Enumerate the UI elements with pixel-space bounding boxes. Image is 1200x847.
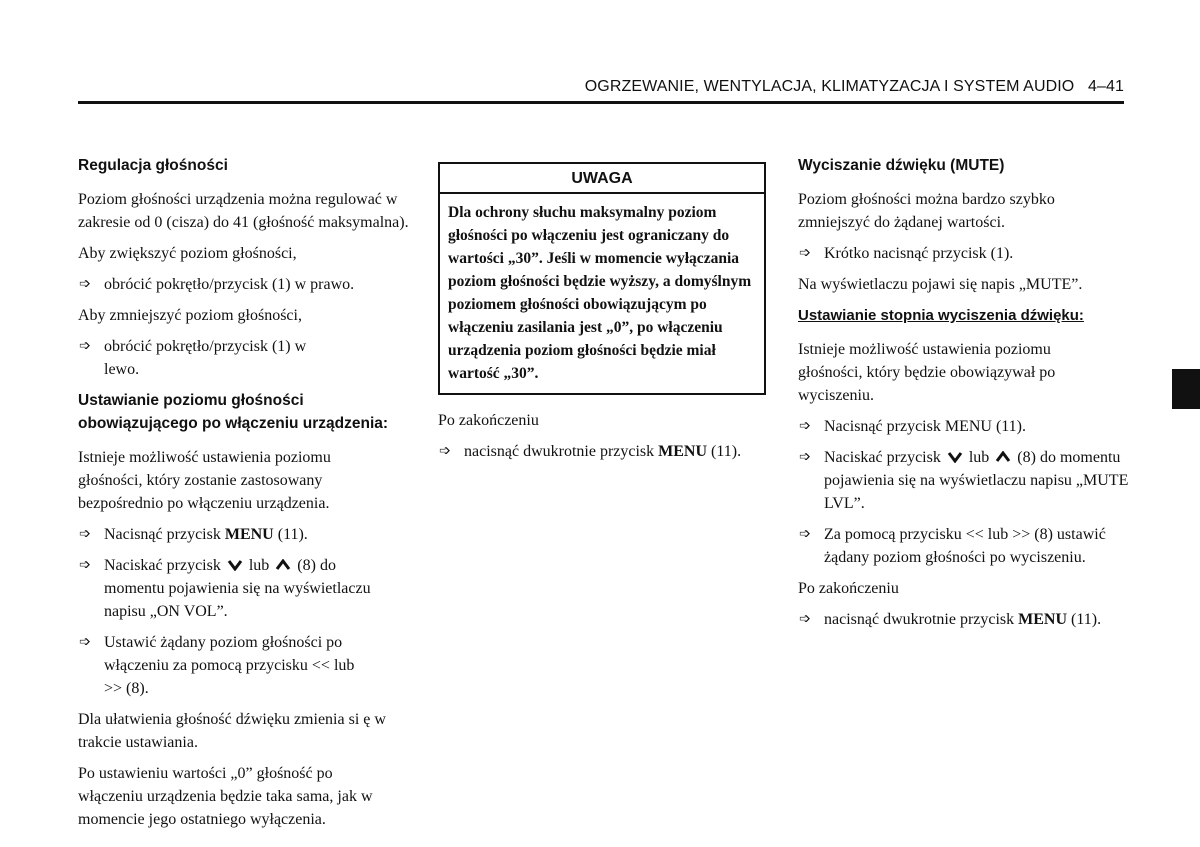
list-item-text: Ustawić żądany poziom głośności po włączeniu za pomocą przycisku << lub >> (8). [104,634,355,697]
list-item [78,273,418,296]
paragraph: Po zakończeniu [798,580,899,597]
right-arrow-icon: ➩ [799,611,811,627]
list-item-text: Krótko nacisnąć przycisk (1). [824,245,1014,262]
page-number: 4–41 [1088,78,1124,95]
paragraph: Poziom głośności urządzenia można regulować w zakresie od 0 (cisza) do 41 (głośność maksymalna). [78,191,409,231]
list-item: ➩ Naciskać przycisk lub (8) do momentu pojawienia się na wyświetlaczu napisu „MUTE LVL”. [798,446,1149,515]
right-arrow-icon: ➩ [799,526,811,542]
paragraph: Po ustawieniu wartości „0” głośność po włączeniu urządzenia będzie taka sama, jak w momencie jego ostatniego wyłączenia. [78,765,373,828]
right-arrow-icon: ➩ [799,245,811,261]
paragraph: Aby zmniejszyć poziom głośności, [78,307,302,324]
chapter-tab-marker [1172,369,1200,409]
right-arrow-icon: ➩ [799,418,811,434]
list-item-text: Nacisnąć przycisk MENU (11). [824,418,1027,435]
right-arrow-icon: ➩ [79,276,91,292]
chevron-down-icon [227,559,243,571]
menu-label: MENU [1018,611,1068,628]
paragraph: Dla ułatwienia głośność dźwięku zmienia si ę w trakcie ustawiania. [78,711,386,751]
right-arrow-icon: ➩ [79,634,91,650]
warning-title: UWAGA [440,164,764,194]
list-item: ➩ nacisnąć dwukrotnie przycisk MENU (11). [798,608,1128,631]
list-item [798,523,1119,569]
menu-label: MENU [224,526,274,543]
header-rule [78,101,1124,104]
list-item-text: Za pomocą przycisku << lub >> (8) ustawić żądany poziom głośności po wyciszeniu. [824,526,1106,566]
header-title [585,78,1124,96]
list-item-text: obrócić pokrętło/przycisk (1) w prawo. [104,276,355,293]
warning-box [438,162,766,395]
menu-label: MENU [658,443,708,460]
paragraph: Istnieje możliwość ustawienia poziomu głośności, który będzie obowiązywał po wyciszeniu. [798,341,1056,404]
list-item: ➩ nacisnąć dwukrotnie przycisk MENU (11). [438,440,768,463]
list-item [798,242,1128,265]
chevron-up-icon [995,451,1011,463]
section-heading-startup-volume: Ustawianie poziomu głośności obowiązującego po włączeniu urządzenia: [78,392,389,432]
column-right [798,154,1128,639]
list-item [798,415,1128,438]
warning-text: Dla ochrony słuchu maksymalny poziom głośności po włączeniu jest ograniczany do wartości „30”. Jeśli w momencie wyłączania poziom głośności będzie wyższy, a domyślnym poziomem głośności obowiązującym po włączeniu zasilania jest „0”, po włączeniu urządzenia poziom głośności będzie miał wartość „30”. [448,204,752,382]
right-arrow-icon: ➩ [79,526,91,542]
column-left [78,154,418,839]
paragraph: Na wyświetlaczu pojawi się napis „MUTE”. [798,276,1083,293]
section-heading-mute: Wyciszanie dźwięku (MUTE) [798,157,1005,174]
list-item [78,631,374,700]
section-heading-mute-level: Ustawianie stopnia wyciszenia dźwięku: [798,307,1084,324]
paragraph: Poziom głośności można bardzo szybko zmniejszyć do żądanej wartości. [798,191,1055,231]
right-arrow-icon: ➩ [799,449,811,465]
page-header [78,74,1124,104]
paragraph: Aby zwiększyć poziom głośności, [78,245,297,262]
list-item-text: obrócić pokrętło/przycisk (1) w lewo. [104,338,307,378]
column-middle [438,152,768,471]
right-arrow-icon: ➩ [439,443,451,459]
right-arrow-icon: ➩ [79,557,91,573]
right-arrow-icon: ➩ [79,338,91,354]
paragraph: Po zakończeniu [438,412,539,429]
paragraph: Istnieje możliwość ustawienia poziomu głośności, który zostanie zastosowany bezpośrednio po włączeniu urządzenia. [78,449,331,512]
list-item: ➩ Naciskać przycisk lub (8) do momentu pojawienia się na wyświetlaczu napisu „ON VOL”. [78,554,394,623]
list-item: ➩ Nacisnąć przycisk MENU (11). [78,523,418,546]
list-item [78,335,309,381]
chevron-up-icon [275,559,291,571]
chevron-down-icon [947,451,963,463]
section-heading-volume: Regulacja głośności [78,157,228,174]
chapter-title: OGRZEWANIE, WENTYLACJA, KLIMATYZACJA I SYSTEM AUDIO [584,78,1075,95]
